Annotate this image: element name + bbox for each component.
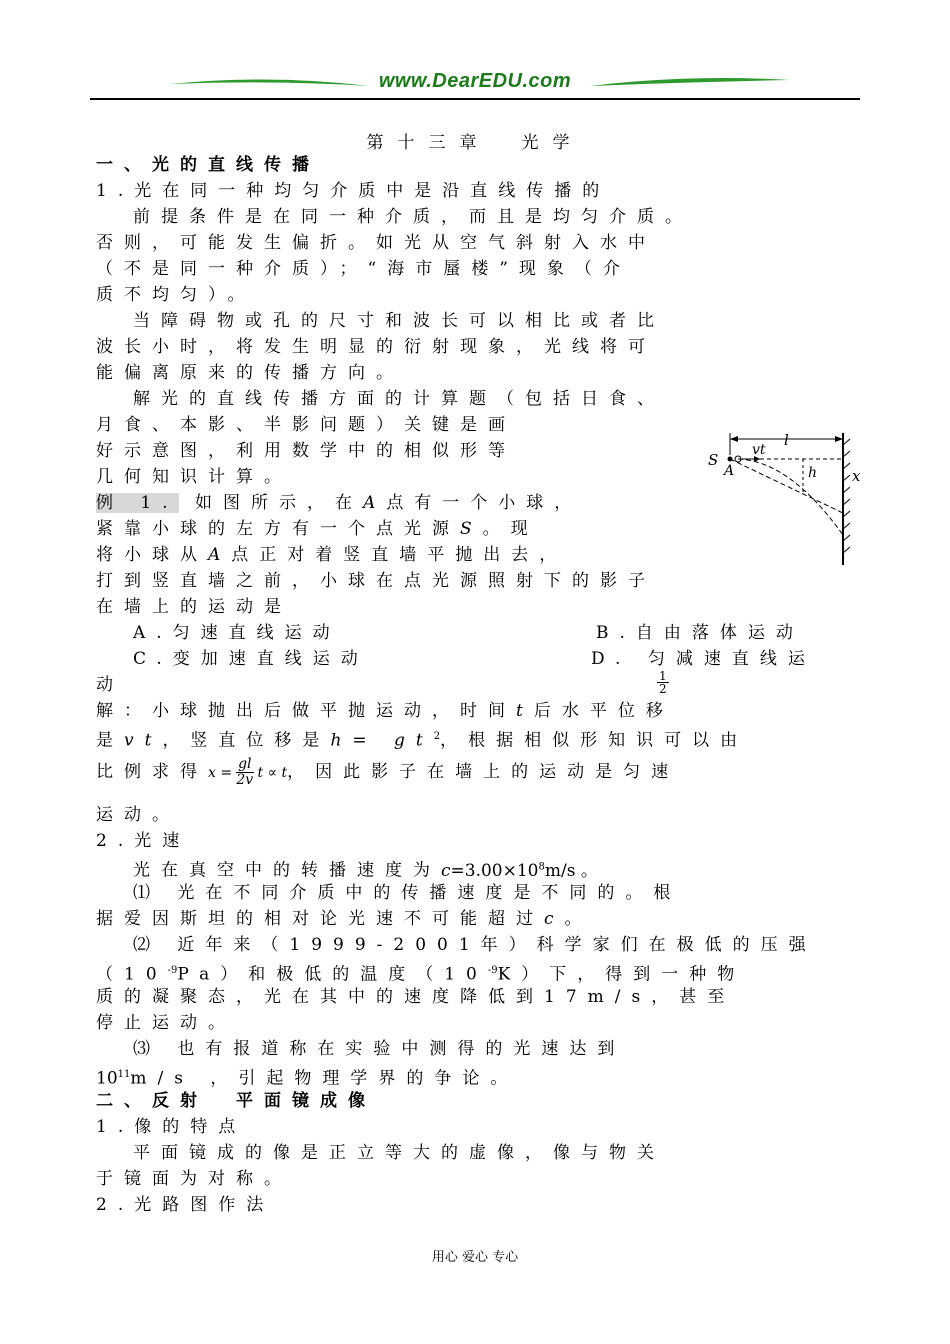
subsection-speed: 2.光速 xyxy=(96,831,191,851)
svg-text:l: l xyxy=(784,431,789,449)
one-half-fraction: $\frac{1}{2}$ xyxy=(659,669,667,696)
text-line: 质不均匀）。 xyxy=(96,285,256,305)
text-line: （不是同一种介质）；“海市蜃楼”现象（介 xyxy=(96,259,631,279)
subsection-ray-diagram: 2.光路图作法 xyxy=(96,1195,275,1215)
speed-line-9: $10^{11}m/s$ ，引起物理学界的争论。 xyxy=(96,1068,519,1089)
subsection-image-features: 1.像的特点 xyxy=(96,1117,247,1137)
example-tag: 例 1. xyxy=(96,493,179,513)
mirror-line-2: 于镜面为对称。 xyxy=(96,1169,292,1189)
speed-line-5: $(10^{-9}Pa)$和极低的温度$(10^{-9}K)$下，得到一种物 xyxy=(96,964,746,985)
speed-line-1: 光在真空中的转播速度为$c=3.00\times 10^8m/s$ 。 xyxy=(133,860,598,881)
right-swoosh-decoration xyxy=(590,76,790,90)
speed-line-2: ⑴ 光在不同介质中的传播速度是不同的。根 xyxy=(133,883,682,903)
example-line-4: 打到竖直墙之前，小球在点光源照射下的影子 xyxy=(96,571,656,591)
svg-text:x: x xyxy=(852,467,861,485)
text-line: 能偏离原来的传播方向。 xyxy=(96,363,404,383)
text-line: 月食、本影、半影问题）关键是画 xyxy=(96,415,516,435)
section-heading-2: 二、反射 平面镜成像 xyxy=(96,1091,376,1111)
option-a: A.匀速直线运动 xyxy=(133,623,341,643)
text-line: 解光的直线传播方面的计算题（包括日食、 xyxy=(133,389,665,409)
text-line: 波长小时，将发生明显的衍射现象，光线将可 xyxy=(96,337,656,357)
speed-line-6: 质的凝聚态，光在其中的速度降低到17m/s，甚至 xyxy=(96,987,736,1007)
option-d-continued: 动 xyxy=(96,675,124,695)
text-line: 否则，可能发生偏折。如光从空气斜射入水中 xyxy=(96,233,656,253)
svg-text:S: S xyxy=(708,451,719,469)
projectile-shadow-diagram xyxy=(700,425,870,575)
page-header xyxy=(90,70,860,110)
example-line-2: 紧靠小球的左方有一个点光源S。现 xyxy=(96,519,539,539)
page-footer: 用心 爱心 专心 xyxy=(431,1250,519,1265)
speed-line-3: 据爱因斯坦的相对论光速不可能超过c。 xyxy=(96,909,593,929)
shadow-ray xyxy=(730,459,843,513)
text-line: 1.光在同一种均匀介质中是沿直线传播的 xyxy=(96,181,611,201)
wall-hatching xyxy=(843,439,850,553)
solution-line-1: 解：小球抛出后做平抛运动，时间t后水平位移 xyxy=(96,701,674,721)
svg-text:A: A xyxy=(724,463,735,479)
text-line: 好示意图，利用数学中的相似形等 xyxy=(96,441,516,461)
solution-line-3: 比例求得x = $\frac{gl}{2v}$ t ∝ t，因此影子在墙上的运动是匀速 xyxy=(96,756,680,788)
option-c: C.变加速直线运动 xyxy=(133,649,369,669)
section-heading-1: 一、光的直线传播 xyxy=(96,155,320,175)
site-brand-logo: www.DearEDU.com xyxy=(378,70,572,92)
solution-line-4: 运动。 xyxy=(96,805,180,825)
option-d: D. 匀减速直线运 xyxy=(591,649,816,669)
text-line: 几何知识计算。 xyxy=(96,467,292,487)
speed-line-7: 停止运动。 xyxy=(96,1013,236,1033)
speed-line-4: ⑵ 近年来（1999-2001年）科学家们在极低的压强 xyxy=(133,935,817,955)
speed-line-8: ⑶ 也有报道称在实验中测得的光速达到 xyxy=(133,1039,626,1059)
text-line: 当障碍物或孔的尺寸和波长可以相比或者比 xyxy=(133,311,665,331)
solution-line-2: 是vt，竖直位移是$h= gt^2$，根据相似形知识可以由 xyxy=(96,730,749,751)
example-line-1: 例 1. 如图所示，在A点有一个小球， xyxy=(96,493,583,513)
svg-text:vt: vt xyxy=(752,442,766,458)
option-b: B.自由落体运动 xyxy=(596,623,804,643)
example-line-5: 在墙上的运动是 xyxy=(96,597,292,617)
example-line-3: 将小球从A点正对着竖直墙平抛出去， xyxy=(96,545,568,565)
mirror-line-1: 平面镜成的像是正立等大的虚像，像与物关 xyxy=(133,1143,665,1163)
text-line: 前提条件是在同一种介质，而且是均匀介质。 xyxy=(133,207,693,227)
svg-text:h: h xyxy=(808,465,818,481)
chapter-title: 第十三章 光学 xyxy=(366,133,584,153)
header-rule xyxy=(90,98,860,100)
